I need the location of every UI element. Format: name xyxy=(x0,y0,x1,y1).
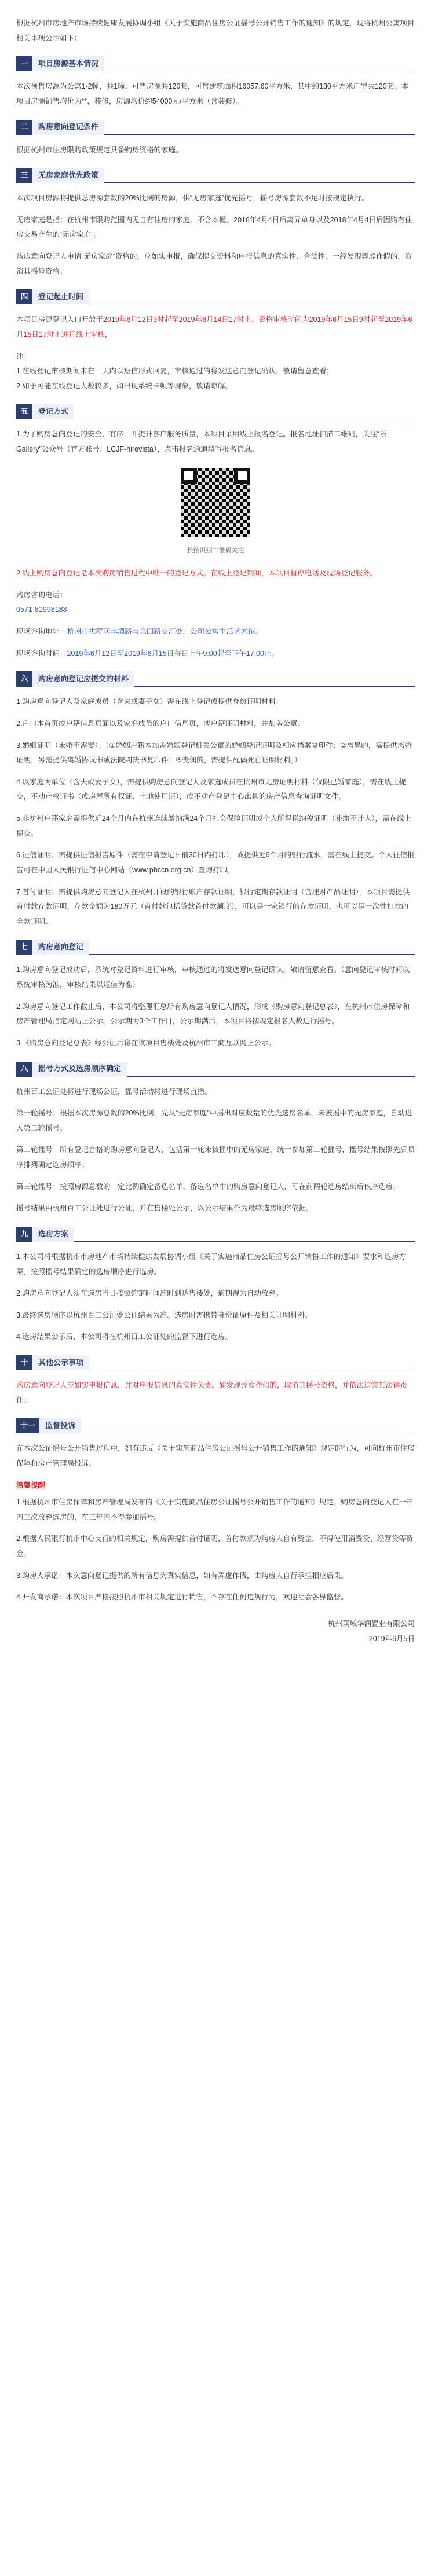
warning-title: 温馨提醒 xyxy=(16,1481,46,1489)
s10-text: 购房意向登记人应如实申报信息，并对申报信息的真实性负责。如发现弄虚作假的，取消其摇号资格，并依法追究其法律责任。 xyxy=(16,1381,408,1404)
section-11-heading xyxy=(16,1418,415,1433)
section-title: 购房意向登记条件 xyxy=(32,120,104,135)
section-4-heading xyxy=(16,289,415,304)
divider xyxy=(74,1241,415,1242)
warning-2: 2.根据人民银行杭州中心支行的相关规定，购房需提供首付证明，首付款须为购房人自有资金，不得使用消费贷、经营贷等资金。 xyxy=(16,1535,414,1558)
s4-note-1: 1.在线登记审核期间未在一天内以短信形式回复，审核通过的将发送意向登记确认，敬请留意查看； xyxy=(16,367,334,376)
time-label: 现场咨询时间： xyxy=(16,649,67,658)
qr-code-icon[interactable] xyxy=(177,464,254,541)
s9-p3: 3.最终选房顺序以杭州百工公证处公证结果为准。选房时需携带身份证原件及相关证明材料。 xyxy=(16,1311,312,1319)
s2-text: 根据杭州市住房限购政策规定具备购房资格的家庭。 xyxy=(16,145,183,154)
s7-p2: 2.购房意向登记工作截止后，本公司将整理汇总所有购房意向登记人情况，形成《购房意向登记总表》，在杭州市住房保障和房产管理局指定网站上公示。公示期为3个工作日，公示期满后，本项目将按规定报名人数进行摇号。 xyxy=(16,1002,410,1026)
section-number: 七 xyxy=(16,940,32,955)
s4-note-title: 注： xyxy=(16,352,31,361)
s7-p3: 3.《购房意向登记总表》经公证后将在该项目售楼处及杭州市工商互联网上公示。 xyxy=(16,1039,276,1047)
section-10-heading xyxy=(16,1355,415,1370)
s9-p2: 2.购房意向登记人须在选房当日按照约定时间准时到达售楼处，逾期视为自动放弃。 xyxy=(16,1289,283,1298)
s5-addr-row xyxy=(16,625,415,640)
s8-p5: 摇号结果由杭州百工公证处进行公证，并在售楼处公示，以公示结果作为最终选房顺序依据。 xyxy=(16,1204,313,1213)
divider xyxy=(89,954,415,955)
s8-p1: 杭州百工公证处将进行现场公证，摇号活动将进行现场直播。 xyxy=(16,1087,212,1096)
section-title: 选房方案 xyxy=(32,1227,74,1242)
sign-date: 2019年6月5日 xyxy=(368,1634,415,1643)
s4-time-highlight: 2019年6月12日9时起至2019年6月14日17时止 xyxy=(103,315,251,324)
s4-text xyxy=(16,313,415,342)
section-number: 九 xyxy=(16,1227,32,1242)
s8-p4: 第三轮摇号：按照房源总数的一定比例确定备选名单，备选名单中的购房意向登记人，可在前两轮选房结束后依序选房。 xyxy=(16,1182,400,1191)
s5-time-row xyxy=(16,647,415,662)
section-2-heading xyxy=(16,120,415,135)
s6-p3: 3.婚姻证明（未婚不需要）；（①婚姻户籍本加盖婚姻登记机关公章的婚姻登记证明及相应档案复印件；②离异的，需提供离婚证明，另需提供离婚协议书或法院判决书复印件；③丧偶的，需提供配偶死亡证明材料。） xyxy=(16,741,412,765)
s5-p1: 1.为了购房意向登记的安全、有序，并提升客户服务质量，本项目采用线上报名登记。报名地址扫描二维码，关注“乐Gallery”公众号（官方账号：LCJF-hirevista），点击报名通道填写报名信息。 xyxy=(16,430,387,453)
section-number: 五 xyxy=(16,404,32,419)
intro-paragraph: 根据杭州市房地产市场持续健康发展协调小组《关于实施商品住房公证摇号公开销售工作的通知》的规定，现将杭州公寓项目相关事项公示如下： xyxy=(16,19,415,42)
hotline-label: 购房咨询电话： xyxy=(16,590,67,599)
section-number: 四 xyxy=(16,289,32,304)
s8-p3: 第二轮摇号：所有登记合格的购房意向登记人，包括第一轮未被摇中的无房家庭，统一参加第二轮摇号，摇号结果按照先后顺序排列确定选房顺序。 xyxy=(16,1146,415,1169)
qr-caption: 长按识别二维码关注 xyxy=(187,546,244,554)
divider xyxy=(134,686,415,687)
s6-p2: 2.户口本首页或户籍信息页面以及家庭成员的户口信息页，或户籍证明材料，并加盖公章。 xyxy=(16,719,305,728)
s4-text-a: 本项目房源登记入口开放于 xyxy=(16,315,104,324)
hotline-link[interactable]: 0571-81998188 xyxy=(16,606,67,614)
s6-p6: 6.征信证明：需提供征信报告原件（需在申请登记日前30日内打印），或提供近6个月的银行流水，需在线上提交。个人征信报告可在中国人民银行征信中心网站（www.pbccn.org.cn）查询打印。 xyxy=(16,851,415,874)
s4-note-2: 2.如于可能在线登记人数较多，如出现系统卡顿等现象，敬请谅解。 xyxy=(16,381,232,390)
section-number: 二 xyxy=(16,120,32,135)
s6-p1: 1.购房意向登记人及家庭成员（含夫或妻子女）需在线上登记或提供身份证明材料： xyxy=(16,698,283,706)
warning-1: 1.根据杭州市住房保障和房产管理局发布的《关于实施商品住房公证摇号公开销售工作的通知》规定，购房意向登记人在一年内三次放弃选房的，在三年内不得参加摇号。 xyxy=(16,1498,414,1521)
s5-hotline-row xyxy=(16,588,415,603)
section-title: 登记起止时间 xyxy=(32,289,89,304)
section-title: 摇号方式及选房顺序确定 xyxy=(32,1062,127,1077)
section-number: 八 xyxy=(16,1062,32,1077)
company-name: 杭州璞域华润置业有限公司 xyxy=(327,1619,415,1628)
divider xyxy=(104,134,415,135)
warning-4: 4.开发商承诺：本次项目严格按照杭州市相关规定进行销售，不存在任何违规行为，欢迎社会各界监督。 xyxy=(16,1593,348,1602)
section-number: 十 xyxy=(16,1355,32,1370)
section-number: 十一 xyxy=(16,1418,39,1433)
addr-label: 现场咨询地址： xyxy=(16,628,67,636)
divider xyxy=(127,1076,415,1077)
s3-p1: 本次项目房源将提供总房源套数的20%比例的房源，供“无房家庭”优先摇号，摇号房源套数不足时按规定执行。 xyxy=(16,194,369,203)
section-8-heading xyxy=(16,1062,415,1077)
section-7-heading xyxy=(16,940,415,955)
s3-p2: 无房家庭是指：在杭州市限购范围内无自有住房的家庭。不含本幢。2016年4月4日后离异单身以及2018年4月4日后因购有住房交易产生的“无房家庭”。 xyxy=(16,215,412,239)
s6-p7: 7.首付证明：需提供购房意向登记人在杭州开设的银行账户存款证明，银行定期存款证明（含理财产品证明），本项目需提供首付款存款证明，存款金额为180万元（首付款包括贷款首付款额度），可以是一家银行的存款证明，也可以是一次性打款的全款证明。 xyxy=(16,887,410,926)
s8-p2: 第一轮摇号：根据本次房源总数的20%比例，先从“无房家庭”中摇出对应数量的优先选房名单，未被摇中的无房家庭，自动进入第二轮摇号。 xyxy=(16,1109,412,1132)
warning-3: 3.购房人承诺：本次意向登记提供的所有信息为真实信息，如有弄虚作假，由购房人自行承担相应后果。 xyxy=(16,1571,348,1580)
section-title: 登记方式 xyxy=(32,404,74,419)
section-number: 六 xyxy=(16,671,32,687)
s1-text: 本次预售房源为公寓1-2幢，共1幢，可售房源共120套，可售建筑面积16057.60平方米，其中约130平方米户型共120套。本项目房源销售均价为**，装修，房源均价约54000元/平方米（含装修）。 xyxy=(16,82,409,105)
s4-text-b: 。资格审核时间为2019年6月15日9时起至2019年6月15日17时止进行线上审核， xyxy=(16,315,412,339)
s9-p4: 4.选房结果公示后，本公司将在杭州百工公证处的监督下进行选房。 xyxy=(16,1333,232,1341)
section-title: 监督投诉 xyxy=(39,1418,81,1433)
time-value: 2019年6月12日至2019年6月15日每日上午9:00起至下午17:00止。 xyxy=(67,649,279,658)
section-title: 购房意向登记应提交的材料 xyxy=(32,671,134,687)
s7-p1: 1.购房意向登记成功后，系统对登记资料进行审核，审核通过的将发送意向登记确认，敬请留意查看。（意向登记审核时间以系统审核为准，审核结果以短信为准） xyxy=(16,966,410,989)
signature-block xyxy=(16,1617,415,1646)
section-3-heading xyxy=(16,168,415,183)
section-title: 购房意向登记 xyxy=(32,940,89,955)
section-6-heading xyxy=(16,671,415,687)
section-number: 三 xyxy=(16,168,32,183)
s9-p1: 1.本公司将根据杭州市房地产市场持续健康发展协调小组《关于实施商品住房公证摇号公开销售工作的通知》要求和选房方案，按照摇号结果确定的选房顺序进行选房。 xyxy=(16,1252,406,1276)
addr-value: 杭州市拱墅区丰潭路与余四路交汇处，公司公寓生活艺术馆。 xyxy=(67,628,263,636)
s5-hotline-value-row xyxy=(16,603,415,618)
section-1-heading xyxy=(16,56,415,71)
s11-p1: 在本次公证摇号公开销售过程中，如有违反《关于实施商品住房公证摇号公开销售工作的通知》规定的行为，可向杭州市住房保障和房产管理局投诉。 xyxy=(16,1444,415,1467)
divider xyxy=(104,182,415,183)
s6-p4: 4.以家庭为单位（含夫或妻子女），需提供购房意向登记人及家庭成员在杭州市无房证明材料（仅限已婚家庭），需在线上提交，不动产权证书（或房屋所有权证、土地使用证），或不动产登记中心出具的房产信息查询证明文件。 xyxy=(16,777,406,801)
s5-p2: 2.线上购房意向登记是本次购房销售过程中唯一的登记方式。在线上登记期间，本项目暂停电话及现场登记服务。 xyxy=(16,569,377,578)
qr-block xyxy=(16,464,415,557)
section-number: 一 xyxy=(16,56,32,71)
section-5-heading xyxy=(16,404,415,419)
section-title: 无房家庭优先政策 xyxy=(32,168,104,183)
section-title: 其他公示事项 xyxy=(32,1355,89,1370)
section-9-heading xyxy=(16,1227,415,1242)
section-title: 项目房源基本情况 xyxy=(32,56,104,71)
s6-p5: 5.非杭州户籍家庭需提供近24个月内在杭州连续缴纳满24个月社会保险证明或个人所得税纳税证明（补缴不计入），需在线上提交。 xyxy=(16,814,411,838)
s3-p3: 购房意向登记人申请“无房家庭”资格的，应如实申报，确保提交资料和申报信息的真实性、合法性。一经发现弄虚作假的，取消其摇号资格。 xyxy=(16,252,412,276)
